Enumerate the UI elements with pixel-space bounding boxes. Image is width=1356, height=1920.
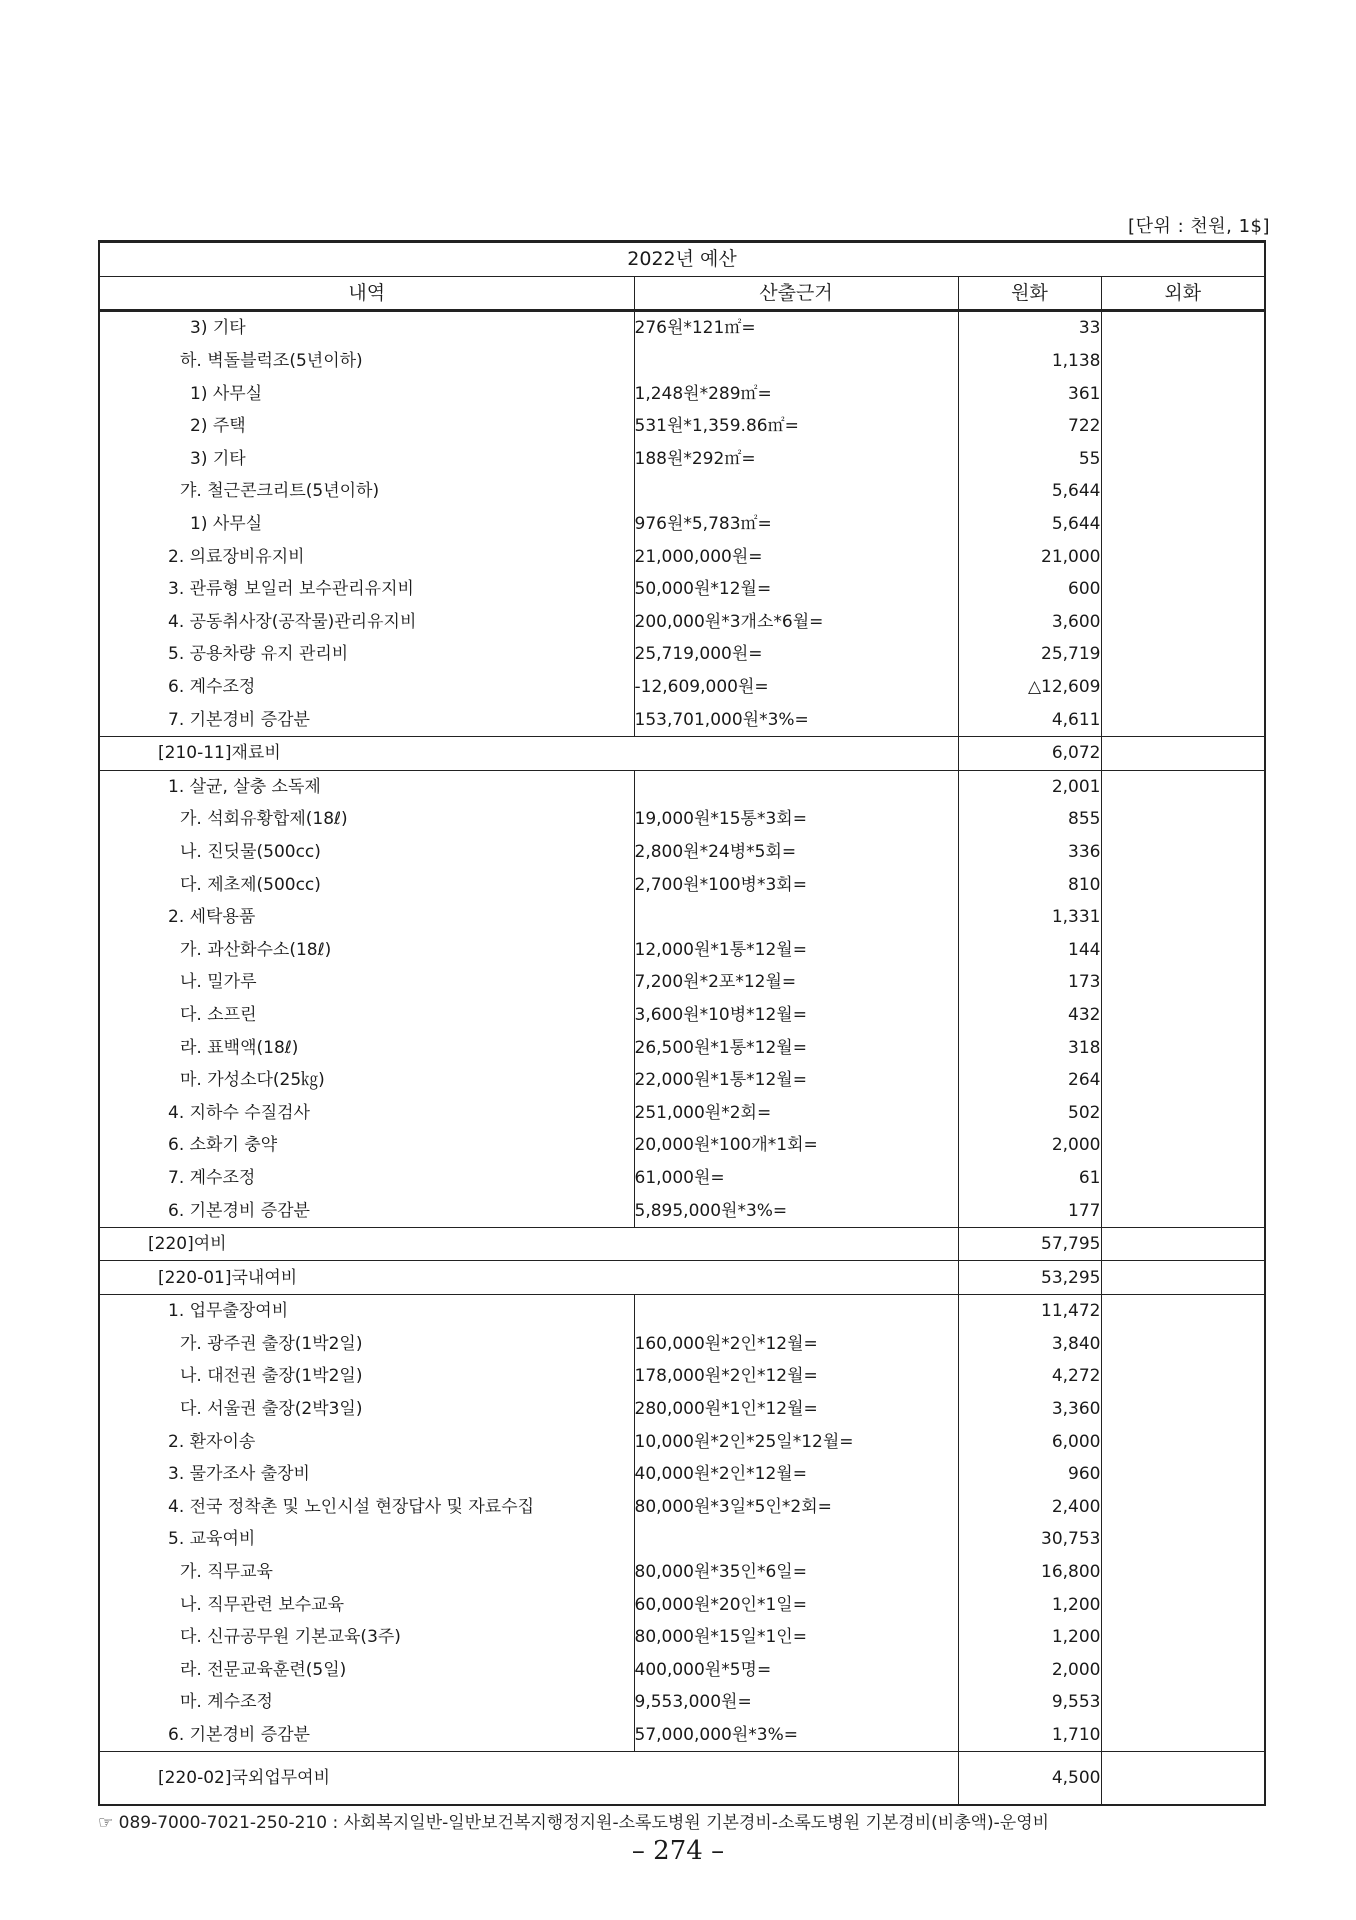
- basis-cell: 57,000,000원*3%=: [634, 1719, 958, 1752]
- item-cell: 다. 신규공무원 기본교육(3주): [99, 1621, 634, 1654]
- item-cell: 3) 기타: [99, 443, 634, 476]
- budget-table: [98, 240, 1266, 1806]
- basis-cell: 19,000원*15통*3회=: [634, 803, 958, 836]
- item-cell: 가. 석회유황합제(18ℓ): [99, 803, 634, 836]
- krw-cell: 53,295: [958, 1261, 1101, 1295]
- basis-cell: 188원*292㎡=: [634, 443, 958, 476]
- foreign-cell: [1101, 1064, 1265, 1097]
- table-row: [99, 1458, 1265, 1491]
- header-krw: 원화: [958, 276, 1101, 311]
- item-cell: 2. 세탁용품: [99, 901, 634, 934]
- table-row: [99, 475, 1265, 508]
- table-row: [99, 1096, 1265, 1129]
- item-cell: 다. 소프린: [99, 999, 634, 1032]
- item-cell: [210-11]재료비: [99, 736, 958, 770]
- krw-cell: 1,138: [958, 345, 1101, 378]
- basis-cell: 40,000원*2인*12월=: [634, 1458, 958, 1491]
- item-cell: 나. 밀가루: [99, 966, 634, 999]
- foreign-cell: [1101, 1328, 1265, 1361]
- foreign-cell: [1101, 345, 1265, 378]
- basis-cell: 80,000원*15일*1인=: [634, 1621, 958, 1654]
- table-row: [99, 1719, 1265, 1752]
- table-row: [99, 1328, 1265, 1361]
- table-row: [99, 966, 1265, 999]
- item-cell: 2. 의료장비유지비: [99, 540, 634, 573]
- basis-cell: 153,701,000원*3%=: [634, 703, 958, 736]
- item-cell: 7. 계수조정: [99, 1162, 634, 1195]
- table-row: [99, 1295, 1265, 1328]
- krw-cell: 6,072: [958, 736, 1101, 770]
- header-foreign: 외화: [1101, 276, 1265, 311]
- krw-cell: 1,331: [958, 901, 1101, 934]
- table-row: [99, 345, 1265, 378]
- foreign-cell: [1101, 671, 1265, 704]
- foreign-cell: [1101, 1556, 1265, 1589]
- foreign-cell: [1101, 1621, 1265, 1654]
- item-cell: 6. 계수조정: [99, 671, 634, 704]
- foreign-cell: [1101, 868, 1265, 901]
- foreign-cell: [1101, 933, 1265, 966]
- item-cell: 가. 과산화수소(18ℓ): [99, 933, 634, 966]
- basis-cell: 5,895,000원*3%=: [634, 1194, 958, 1227]
- foreign-cell: [1101, 311, 1265, 345]
- item-cell: 1. 살균, 살충 소독제: [99, 770, 634, 803]
- basis-cell: 2,700원*100병*3회=: [634, 868, 958, 901]
- foreign-cell: [1101, 1752, 1265, 1806]
- basis-cell: 20,000원*100개*1회=: [634, 1129, 958, 1162]
- item-cell: 마. 계수조정: [99, 1686, 634, 1719]
- item-cell: 1) 사무실: [99, 508, 634, 541]
- item-cell: 라. 전문교육훈련(5일): [99, 1654, 634, 1687]
- item-cell: 3) 기타: [99, 311, 634, 345]
- item-cell: 6. 소화기 충약: [99, 1129, 634, 1162]
- table-row: [99, 606, 1265, 639]
- basis-cell: 1,248원*289㎡=: [634, 377, 958, 410]
- krw-cell: 6,000: [958, 1425, 1101, 1458]
- foreign-cell: [1101, 1393, 1265, 1426]
- foreign-cell: [1101, 1523, 1265, 1556]
- table-row: [99, 1261, 1265, 1295]
- item-cell: 6. 기본경비 증감분: [99, 1194, 634, 1227]
- basis-cell: [634, 770, 958, 803]
- foreign-cell: [1101, 377, 1265, 410]
- item-cell: 다. 제초제(500cc): [99, 868, 634, 901]
- krw-cell: 5,644: [958, 475, 1101, 508]
- table-row: [99, 1129, 1265, 1162]
- foreign-cell: [1101, 475, 1265, 508]
- krw-cell: 57,795: [958, 1227, 1101, 1261]
- item-cell: [220-01]국내여비: [99, 1261, 958, 1295]
- header-basis: 산출근거: [634, 276, 958, 311]
- table-row: [99, 1621, 1265, 1654]
- item-cell: 가. 직무교육: [99, 1556, 634, 1589]
- item-cell: [220-02]국외업무여비: [99, 1752, 958, 1806]
- item-cell: 마. 가성소다(25㎏): [99, 1064, 634, 1097]
- foreign-cell: [1101, 1295, 1265, 1328]
- item-cell: 갸. 철근콘크리트(5년이하): [99, 475, 634, 508]
- basis-cell: 50,000원*12월=: [634, 573, 958, 606]
- item-cell: 2) 주택: [99, 410, 634, 443]
- page-number: – 274 –: [631, 1836, 725, 1866]
- table-row: [99, 410, 1265, 443]
- krw-cell: 2,400: [958, 1491, 1101, 1524]
- krw-cell: 4,272: [958, 1360, 1101, 1393]
- item-cell: 3. 관류형 보일러 보수관리유지비: [99, 573, 634, 606]
- table-row: [99, 1556, 1265, 1589]
- basis-cell: [634, 345, 958, 378]
- item-cell: 4. 전국 정착촌 및 노인시설 현장답사 및 자료수집: [99, 1491, 634, 1524]
- basis-cell: 61,000원=: [634, 1162, 958, 1195]
- basis-cell: 60,000원*20인*1일=: [634, 1588, 958, 1621]
- table-row: [99, 1752, 1265, 1806]
- foreign-cell: [1101, 508, 1265, 541]
- krw-cell: 144: [958, 933, 1101, 966]
- basis-cell: 251,000원*2회=: [634, 1096, 958, 1129]
- basis-cell: [634, 901, 958, 934]
- item-cell: 나. 진딧물(500cc): [99, 836, 634, 869]
- basis-cell: 531원*1,359.86㎡=: [634, 410, 958, 443]
- table-row: [99, 1360, 1265, 1393]
- foreign-cell: [1101, 1686, 1265, 1719]
- basis-cell: 976원*5,783㎡=: [634, 508, 958, 541]
- basis-cell: 3,600원*10병*12월=: [634, 999, 958, 1032]
- krw-cell: 25,719: [958, 638, 1101, 671]
- krw-cell: 3,600: [958, 606, 1101, 639]
- foreign-cell: [1101, 1360, 1265, 1393]
- item-cell: 1) 사무실: [99, 377, 634, 410]
- basis-cell: 276원*121㎡=: [634, 311, 958, 345]
- basis-cell: 280,000원*1인*12월=: [634, 1393, 958, 1426]
- krw-cell: 2,000: [958, 1654, 1101, 1687]
- table-row: [99, 999, 1265, 1032]
- foreign-cell: [1101, 901, 1265, 934]
- item-cell: 2. 환자이송: [99, 1425, 634, 1458]
- table-row: [99, 868, 1265, 901]
- krw-cell: 21,000: [958, 540, 1101, 573]
- basis-cell: 22,000원*1통*12월=: [634, 1064, 958, 1097]
- krw-cell: 1,200: [958, 1621, 1101, 1654]
- table-row: [99, 508, 1265, 541]
- table-row: [99, 1588, 1265, 1621]
- foreign-cell: [1101, 1719, 1265, 1752]
- foreign-cell: [1101, 1227, 1265, 1261]
- basis-cell: 25,719,000원=: [634, 638, 958, 671]
- table-row: [99, 540, 1265, 573]
- foreign-cell: [1101, 1588, 1265, 1621]
- item-cell: 6. 기본경비 증감분: [99, 1719, 634, 1752]
- basis-cell: 9,553,000원=: [634, 1686, 958, 1719]
- foreign-cell: [1101, 966, 1265, 999]
- krw-cell: 33: [958, 311, 1101, 345]
- table-row: [99, 703, 1265, 736]
- basis-cell: 2,800원*24병*5회=: [634, 836, 958, 869]
- item-cell: 나. 대전권 출장(1박2일): [99, 1360, 634, 1393]
- krw-cell: 2,001: [958, 770, 1101, 803]
- krw-cell: 318: [958, 1031, 1101, 1064]
- table-row: [99, 311, 1265, 345]
- table-row: [99, 933, 1265, 966]
- table-row: [99, 671, 1265, 704]
- krw-cell: 960: [958, 1458, 1101, 1491]
- footer-note: ☞ 089-7000-7021-250-210 : 사회복지일반-일반보건복지행정지원-소록도병원 기본경비-소록도병원 기본경비(비총액)-운영비: [98, 1813, 1050, 1833]
- basis-cell: 80,000원*35인*6일=: [634, 1556, 958, 1589]
- krw-cell: 600: [958, 573, 1101, 606]
- table-row: [99, 736, 1265, 770]
- krw-cell: 855: [958, 803, 1101, 836]
- foreign-cell: [1101, 1162, 1265, 1195]
- foreign-cell: [1101, 1425, 1265, 1458]
- foreign-cell: [1101, 1129, 1265, 1162]
- krw-cell: 5,644: [958, 508, 1101, 541]
- basis-cell: 26,500원*1통*12월=: [634, 1031, 958, 1064]
- foreign-cell: [1101, 443, 1265, 476]
- item-cell: 나. 직무관련 보수교육: [99, 1588, 634, 1621]
- item-cell: 다. 서울권 출장(2박3일): [99, 1393, 634, 1426]
- header-item: 내역: [99, 276, 634, 311]
- basis-cell: 12,000원*1통*12월=: [634, 933, 958, 966]
- krw-cell: 16,800: [958, 1556, 1101, 1589]
- table-row: [99, 377, 1265, 410]
- krw-cell: 3,840: [958, 1328, 1101, 1361]
- krw-cell: 722: [958, 410, 1101, 443]
- basis-cell: 21,000,000원=: [634, 540, 958, 573]
- table-row: [99, 803, 1265, 836]
- krw-cell: 177: [958, 1194, 1101, 1227]
- foreign-cell: [1101, 999, 1265, 1032]
- item-cell: [220]여비: [99, 1227, 958, 1261]
- table-row: [99, 1194, 1265, 1227]
- table-row: [99, 1031, 1265, 1064]
- table-row: [99, 836, 1265, 869]
- foreign-cell: [1101, 1491, 1265, 1524]
- foreign-cell: [1101, 836, 1265, 869]
- krw-cell: 1,710: [958, 1719, 1101, 1752]
- krw-cell: 432: [958, 999, 1101, 1032]
- foreign-cell: [1101, 1654, 1265, 1687]
- krw-cell: 1,200: [958, 1588, 1101, 1621]
- item-cell: 7. 기본경비 증감분: [99, 703, 634, 736]
- krw-cell: 361: [958, 377, 1101, 410]
- table-row: [99, 770, 1265, 803]
- basis-cell: 400,000원*5명=: [634, 1654, 958, 1687]
- krw-cell: 61: [958, 1162, 1101, 1195]
- foreign-cell: [1101, 703, 1265, 736]
- foreign-cell: [1101, 573, 1265, 606]
- krw-cell: 336: [958, 836, 1101, 869]
- table-title: 2022년 예산: [99, 242, 1265, 277]
- basis-cell: [634, 1523, 958, 1556]
- item-cell: 1. 업무출장여비: [99, 1295, 634, 1328]
- table-row: [99, 443, 1265, 476]
- table-row: [99, 1393, 1265, 1426]
- table-row: [99, 1686, 1265, 1719]
- foreign-cell: [1101, 606, 1265, 639]
- unit-label: [단위 : 천원, 1$]: [1128, 216, 1270, 237]
- table-row: [99, 1654, 1265, 1687]
- item-cell: 라. 표백액(18ℓ): [99, 1031, 634, 1064]
- krw-cell: 173: [958, 966, 1101, 999]
- basis-cell: 178,000원*2인*12월=: [634, 1360, 958, 1393]
- table-row: [99, 1162, 1265, 1195]
- krw-cell: 9,553: [958, 1686, 1101, 1719]
- krw-cell: 4,500: [958, 1752, 1101, 1806]
- basis-cell: -12,609,000원=: [634, 671, 958, 704]
- foreign-cell: [1101, 1458, 1265, 1491]
- basis-cell: 10,000원*2인*25일*12월=: [634, 1425, 958, 1458]
- krw-cell: 55: [958, 443, 1101, 476]
- krw-cell: 264: [958, 1064, 1101, 1097]
- krw-cell: 4,611: [958, 703, 1101, 736]
- foreign-cell: [1101, 736, 1265, 770]
- table-row: [99, 638, 1265, 671]
- item-cell: 하. 벽돌블럭조(5년이하): [99, 345, 634, 378]
- table-row: [99, 1523, 1265, 1556]
- basis-cell: 80,000원*3일*5인*2회=: [634, 1491, 958, 1524]
- krw-cell: △12,609: [958, 671, 1101, 704]
- foreign-cell: [1101, 540, 1265, 573]
- table-row: [99, 1425, 1265, 1458]
- foreign-cell: [1101, 410, 1265, 443]
- foreign-cell: [1101, 1261, 1265, 1295]
- krw-cell: 3,360: [958, 1393, 1101, 1426]
- krw-cell: 502: [958, 1096, 1101, 1129]
- table-row: [99, 1491, 1265, 1524]
- krw-cell: 11,472: [958, 1295, 1101, 1328]
- table-row: [99, 1227, 1265, 1261]
- table-row: [99, 901, 1265, 934]
- item-cell: 5. 교육여비: [99, 1523, 634, 1556]
- item-cell: 4. 지하수 수질검사: [99, 1096, 634, 1129]
- basis-cell: [634, 475, 958, 508]
- krw-cell: 810: [958, 868, 1101, 901]
- item-cell: 3. 물가조사 출장비: [99, 1458, 634, 1491]
- foreign-cell: [1101, 1194, 1265, 1227]
- item-cell: 4. 공동취사장(공작물)관리유지비: [99, 606, 634, 639]
- item-cell: 가. 광주권 출장(1박2일): [99, 1328, 634, 1361]
- table-row: [99, 1064, 1265, 1097]
- foreign-cell: [1101, 770, 1265, 803]
- krw-cell: 30,753: [958, 1523, 1101, 1556]
- item-cell: 5. 공용차량 유지 관리비: [99, 638, 634, 671]
- basis-cell: [634, 1295, 958, 1328]
- basis-cell: 200,000원*3개소*6월=: [634, 606, 958, 639]
- foreign-cell: [1101, 803, 1265, 836]
- krw-cell: 2,000: [958, 1129, 1101, 1162]
- basis-cell: 160,000원*2인*12월=: [634, 1328, 958, 1361]
- foreign-cell: [1101, 638, 1265, 671]
- table-row: [99, 573, 1265, 606]
- foreign-cell: [1101, 1096, 1265, 1129]
- basis-cell: 7,200원*2포*12월=: [634, 966, 958, 999]
- foreign-cell: [1101, 1031, 1265, 1064]
